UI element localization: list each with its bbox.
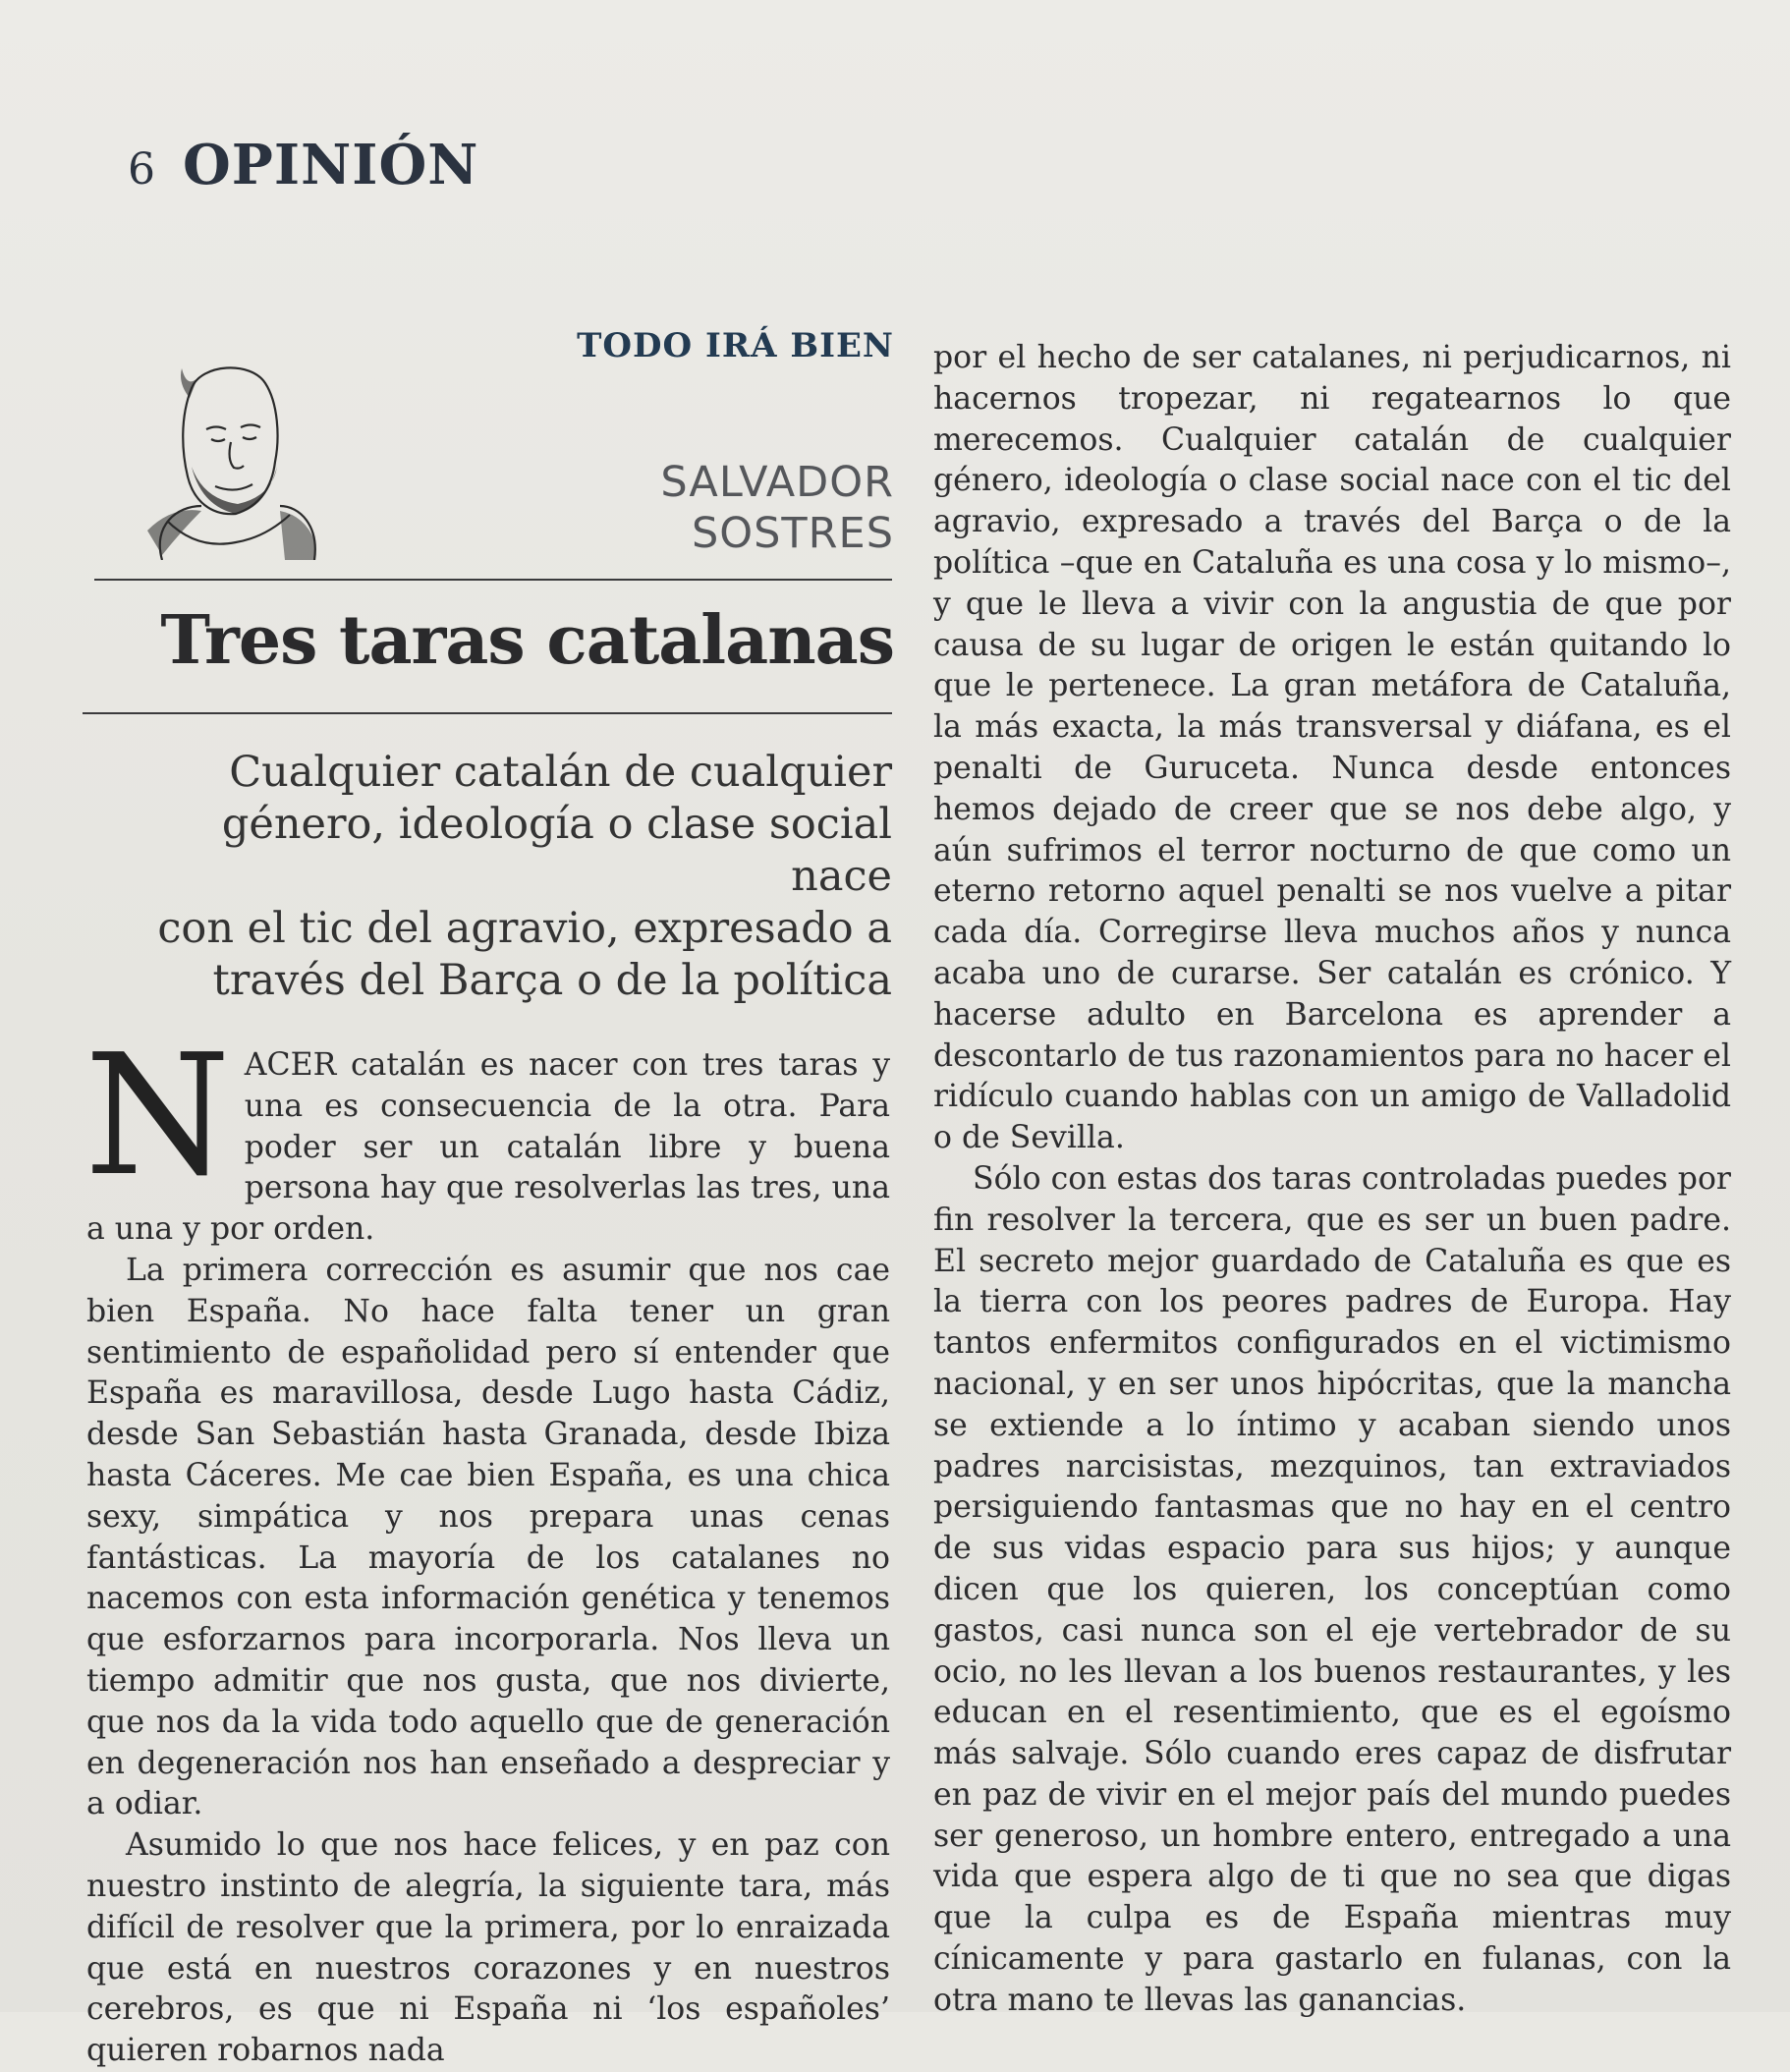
body-paragraph: La primera corrección es asumir que nos cae bien España. No hace falta tener un gran sentimiento de españolidad pero sí entender que España es maravillosa, desde Lugo hasta Cádiz, desde San Sebastián hasta Granada, desde Ibiza hasta Cáceres. Me cae bien España, es una chica sexy, simpática y nos prepara unas cenas fantásticas. La mayoría de los catalanes no nacemos con esta información genética y tenemos que esforzarnos para incorporarla. Nos lleva un tiempo admitir que nos gusta, que nos divierte, que nos da la vida todo aquello que de generación en degeneración nos han enseñado a despreciar y a odiar.: [86, 1252, 890, 1822]
headline: Tres taras catalanas: [160, 601, 894, 680]
page-folio: [128, 133, 478, 197]
author-byline: [660, 457, 894, 559]
body-paragraph: Asumido lo que nos hace felices, y en paz con nuestro instinto de alegría, la siguiente tara, más difícil de resolver que la primera, por lo enraizada que está en nuestros corazones y en nuestros cerebros, es que ni España ni ‘los españoles’ quieren robarnos nada: [86, 1827, 890, 2069]
drop-cap: N: [84, 1019, 231, 1213]
standfirst-line: con el tic del agravio, expresado a: [157, 904, 892, 953]
page-number: 6: [128, 144, 155, 195]
body-paragraph: por el hecho de ser catalanes, ni perjudicarnos, ni hacernos tropezar, ni regatearnos lo que merecemos. Cualquier catalán de cualquier género, ideología o clase social nace con el tic del agravio, expresado a través del Barça o de la política –que en Cataluña es una cosa y lo mismo–, y que le lleva a vivir con la angustia de que por causa de su lugar de origen le están quitando lo que le pertenece. La gran metáfora de Cataluña, la más exacta, la más transversal y diáfana, es el penalti de Guruceta. Nunca desde entonces hemos dejado de creer que se nos debe algo, y aún sufrimos el terror nocturno de que como un eterno retorno aquel penalti se nos vuelve a pitar cada día. Corregirse lleva muchos años y nunca acaba uno de curarse. Ser catalán es crónico. Y hacerse adulto en Barcelona es aprender a descontarlo de tus razonamientos para no hacer el ridículo cuando hablas con un amigo de Valladolid o de Sevilla.: [933, 340, 1731, 1156]
author-first-name: SALVADOR: [660, 458, 894, 507]
article-column-right: [933, 338, 1731, 2022]
standfirst-line: género, ideología o clase social nace: [221, 800, 892, 901]
author-portrait: [133, 359, 319, 560]
top-rule: [94, 579, 892, 581]
section-name: OPINIÓN: [183, 133, 479, 197]
standfirst-line: Cualquier catalán de cualquier: [229, 748, 892, 797]
column-kicker: TODO IRÁ BIEN: [577, 326, 894, 365]
body-paragraph: Sólo con estas dos taras controladas puedes por fin resolver la tercera, que es ser un buen padre. El secreto mejor guardado de Cataluña es que es la tierra con los peores padres de Europa. Hay tantos enfermitos configurados en el victimismo nacional, y en ser unos hipócritas, que la mancha se extiende a lo íntimo y acaban siendo unos padres narcisistas, mezquinos, tan extraviados persiguiendo fantasmas que no hay en el centro de sus vidas espacio para sus hijos; y aunque dicen que los quieren, los conceptúan como gastos, casi nunca son el eje vertebrador de su ocio, no les llevan a los buenos restaurantes, y les educan en el resentimiento, que es el egoísmo más salvaje. Sólo cuando eres capaz de disfrutar en paz de vivir en el mejor país del mundo puedes ser generoso, un hombre entero, entregado a una vida que espera algo de ti que no sea que digas que la culpa es de España mientras muy cínicamente y para gastarlo en fulanas, con la otra mano te llevas las ganancias.: [933, 1160, 1731, 2018]
author-last-name: SOSTRES: [691, 509, 894, 558]
lead-paragraph: [84, 1019, 890, 1251]
lead-in-caps: ACER: [244, 1047, 337, 1083]
bottom-rule: [83, 712, 892, 714]
standfirst-line: través del Barça o de la política: [212, 956, 892, 1005]
article-column-left: [84, 1019, 890, 2072]
standfirst: [118, 747, 892, 1007]
lead-text: catalán es nacer con tres taras y una es consecuencia de la otra. Para poder ser un catalán libre y buena persona hay que resolverlas las tres, una a una y por orden.: [86, 1047, 890, 1248]
